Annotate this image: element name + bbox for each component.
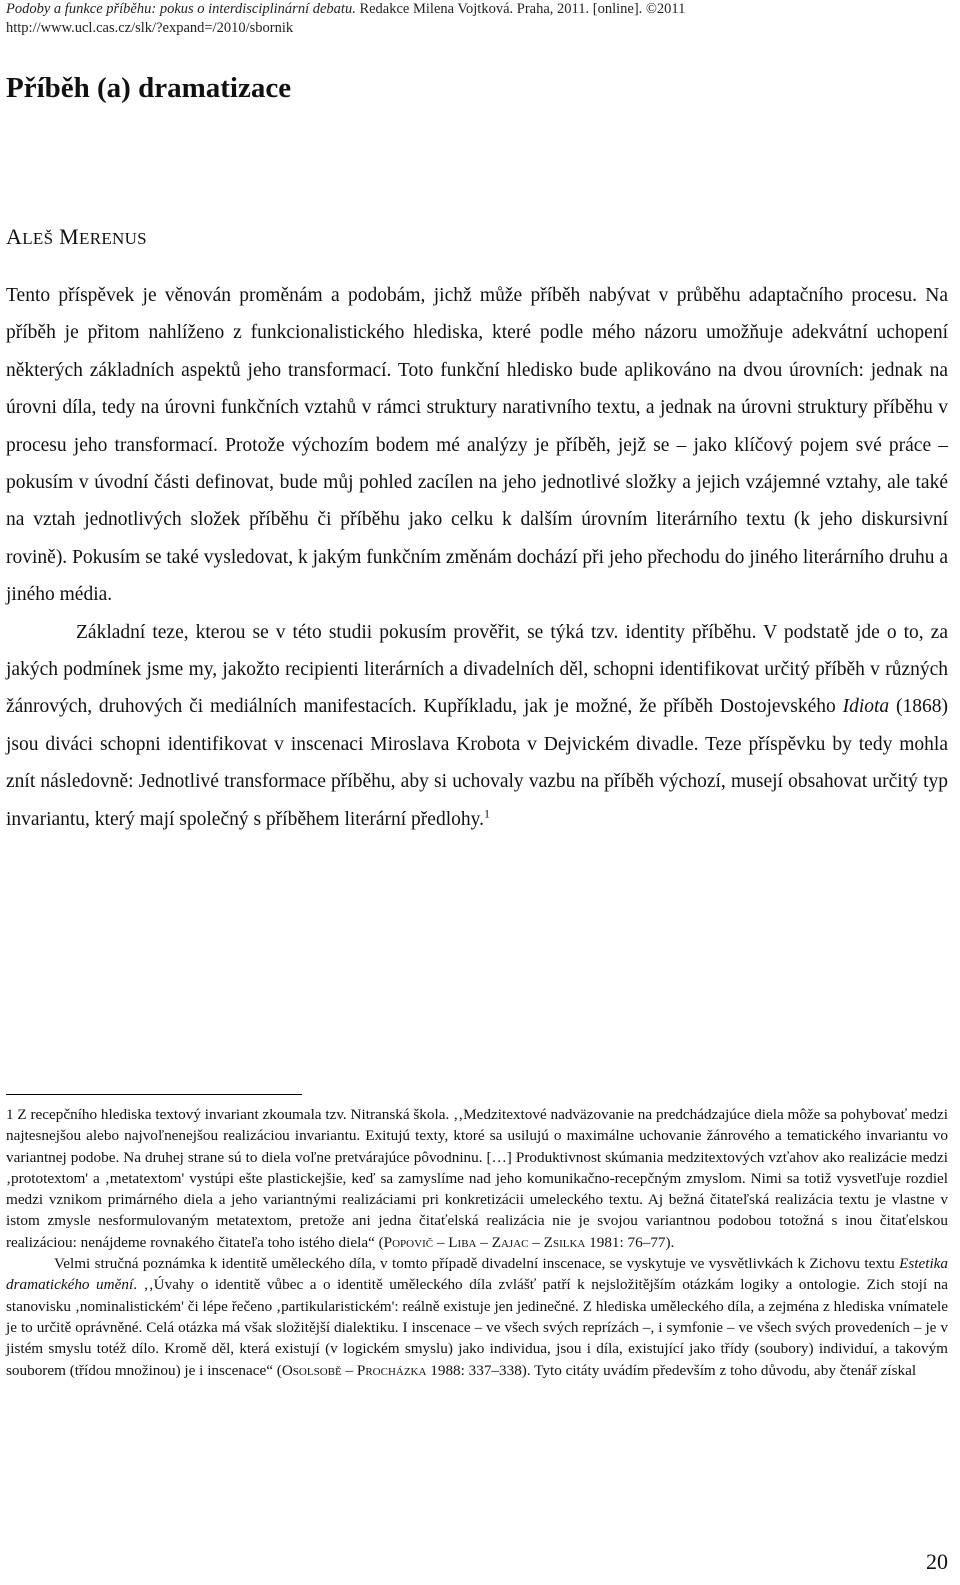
citation-url: http://www.ucl.cas.cz/slk/?expand=/2010/sbornik xyxy=(6,20,294,36)
citation-details: Redakce Milena Vojtková. Praha, 2011. [online]. ©2011 xyxy=(355,1,686,17)
footnote-divider xyxy=(6,1094,302,1095)
work-title-idiota: Idiota xyxy=(842,696,890,718)
work-title-estetika: Estetika dramatického umění xyxy=(6,1255,948,1294)
paragraph-2: Základní teze, kterou se v této studii pokusím prověřit, se týká tzv. identity příběhu. V podstatě jde o to, za jakých podmínek jsme my, jakožto recipienti literárních a divadelních děl, schopni identifikovat určitý příběh v různých žánrových, druhových či mediálních manifestacích. Kupříkladu, jak je možné, že příběh Dostojevského Idiota (1868) jsou diváci schopni identifikovat v inscenaci Miroslava Krobota v Dejvickém divadle. Teze příspěvku by tedy mohla znít následovně: Jednotlivé transformace příběhu, aby si uchovaly vazbu na příběh výchozí, musejí obsahovat určitý typ invariantu, který mají společný s příběhem literární předlohy.$^1$ xyxy=(6,621,948,830)
page-number: 20 xyxy=(926,1549,948,1574)
author-name: ALEŠ MERENUS xyxy=(6,224,147,249)
paragraph-1: Tento příspěvek je věnován proměnám a podobám, jichž může příběh nabývat v průběhu adaptačního procesu. Na příběh je přitom nahlíženo z funkcionalistického hlediska, které podle mého názoru umožňuje adekvátní uchopení některých základních aspektů jeho transformací. Toto funkční hledisko bude aplikováno na dvou úrovních: jednak na úrovni díla, tedy na úrovni funkčních vztahů v rámci struktury narativního textu, a jednak na úrovni struktury příběhu v procesu jeho transformací. Protože výchozím bodem mé analýzy je příběh, jejž se – jako klíčový pojem své práce – pokusím v úvodní části definovat, bude můj pohled zacílen na jeho jednotlivé složky a jejich vzájemné vztahy, ale také na vztah jednotlivých složek příběhu či příběhu jako celku k dalším úrovním literárního textu (k jeho diskursivní rovině). Pokusím se také vysledovat, k jakým funkčním změnám dochází při jeho přechodu do jiného literárního druhu a jiného média. xyxy=(6,285,948,606)
footnote-1: 1 Z recepčního hlediska textový invariant zkoumala tzv. Nitranská škola. ‚‚Medzitextové nadväzovanie na predchádzajúce diela môže sa pohybovať medzi najtesnejšou alebo najvoľnenejšou realizáciou invariantu. Exitujú texty, ktoré sa usilujú o maximálne uchovanie žánrového a tematického invariantu vo variantnej podobe. Na druhej strane sú to diela voľne pretvárajúce pôvodninu. […] Produktivnost skúmania medzitextových vzťahov ako realizácie medzi ‚prototextom' a ‚metatextom' vystúpi ešte plastickejšie, keď sa zamyslíme nad jeho komunikačno-recepčným zmyslom. Nimi sa totiž vysvetľuje rozdiel medzi vznikom primárného diela a jeho variantnými realizáciami pri konkretizácii umeleckého textu. Aj bežná čitateľská realizácia textu je vlastne v istom zmysle nesformulovaným metatextom, pretože ani jedna čitaťelská realizácia nie je svojou variantnou podobou totožná s inou čitaťelskou realizáciou: nenájdeme rovnakého čitateľa toho istého diela“ (Popovič – Liba – Zajac – Zsilka 1981: 76–77). xyxy=(6,1106,948,1251)
citation-header xyxy=(6,0,954,38)
footnote-1-continuation: Velmi stručná poznámka k identitě uměleckého díla, v tomto případě divadelní inscenace, se vyskytuje ve vysvětlivkách k Zichovu textu Estetika dramatického umění. ‚‚Úvahy o identitě vůbec a o identitě uměleckého díla zvlášť patří k nejsložitějším otázkám logiky a ontologie. Zich stojí na stanovisku ‚nominalistickém' či lépe řečeno ‚partikularistickém': reálně existuje jen jedinečné. Z hlediska uměleckého díla, a zejména z hlediska vnímatele je to určitě oprávněné. Celá otázka má však složitější dialektiku. I inscenace – ve všech svých repríz‍ách –, i symfonie – ve všech svých provedeních – je v jistém smyslu totéž dílo. Kromě děl, která existují (v logickém smyslu) jako individua, jsou i díla, existující jako třídy (soubory) individuí, a takovým souborem (třídou množinou) je i inscenace“ (Osolsobě – Procházka 1988: 337–338). Tyto citáty uvádím především z toho důvodu, aby čtenář získal xyxy=(6,1255,949,1379)
footnotes xyxy=(6,1104,948,1381)
page-title: Příběh (a) dramatizace xyxy=(6,72,292,104)
citation-title: Podoby a funkce příběhu: pokus o interdisciplinární debatu. xyxy=(6,1,356,17)
footnote-ref-1[interactable]: 1 xyxy=(483,806,490,821)
citation-line-1 xyxy=(6,0,954,19)
article-body xyxy=(6,277,948,838)
footnote-number: 1 xyxy=(6,1106,14,1123)
